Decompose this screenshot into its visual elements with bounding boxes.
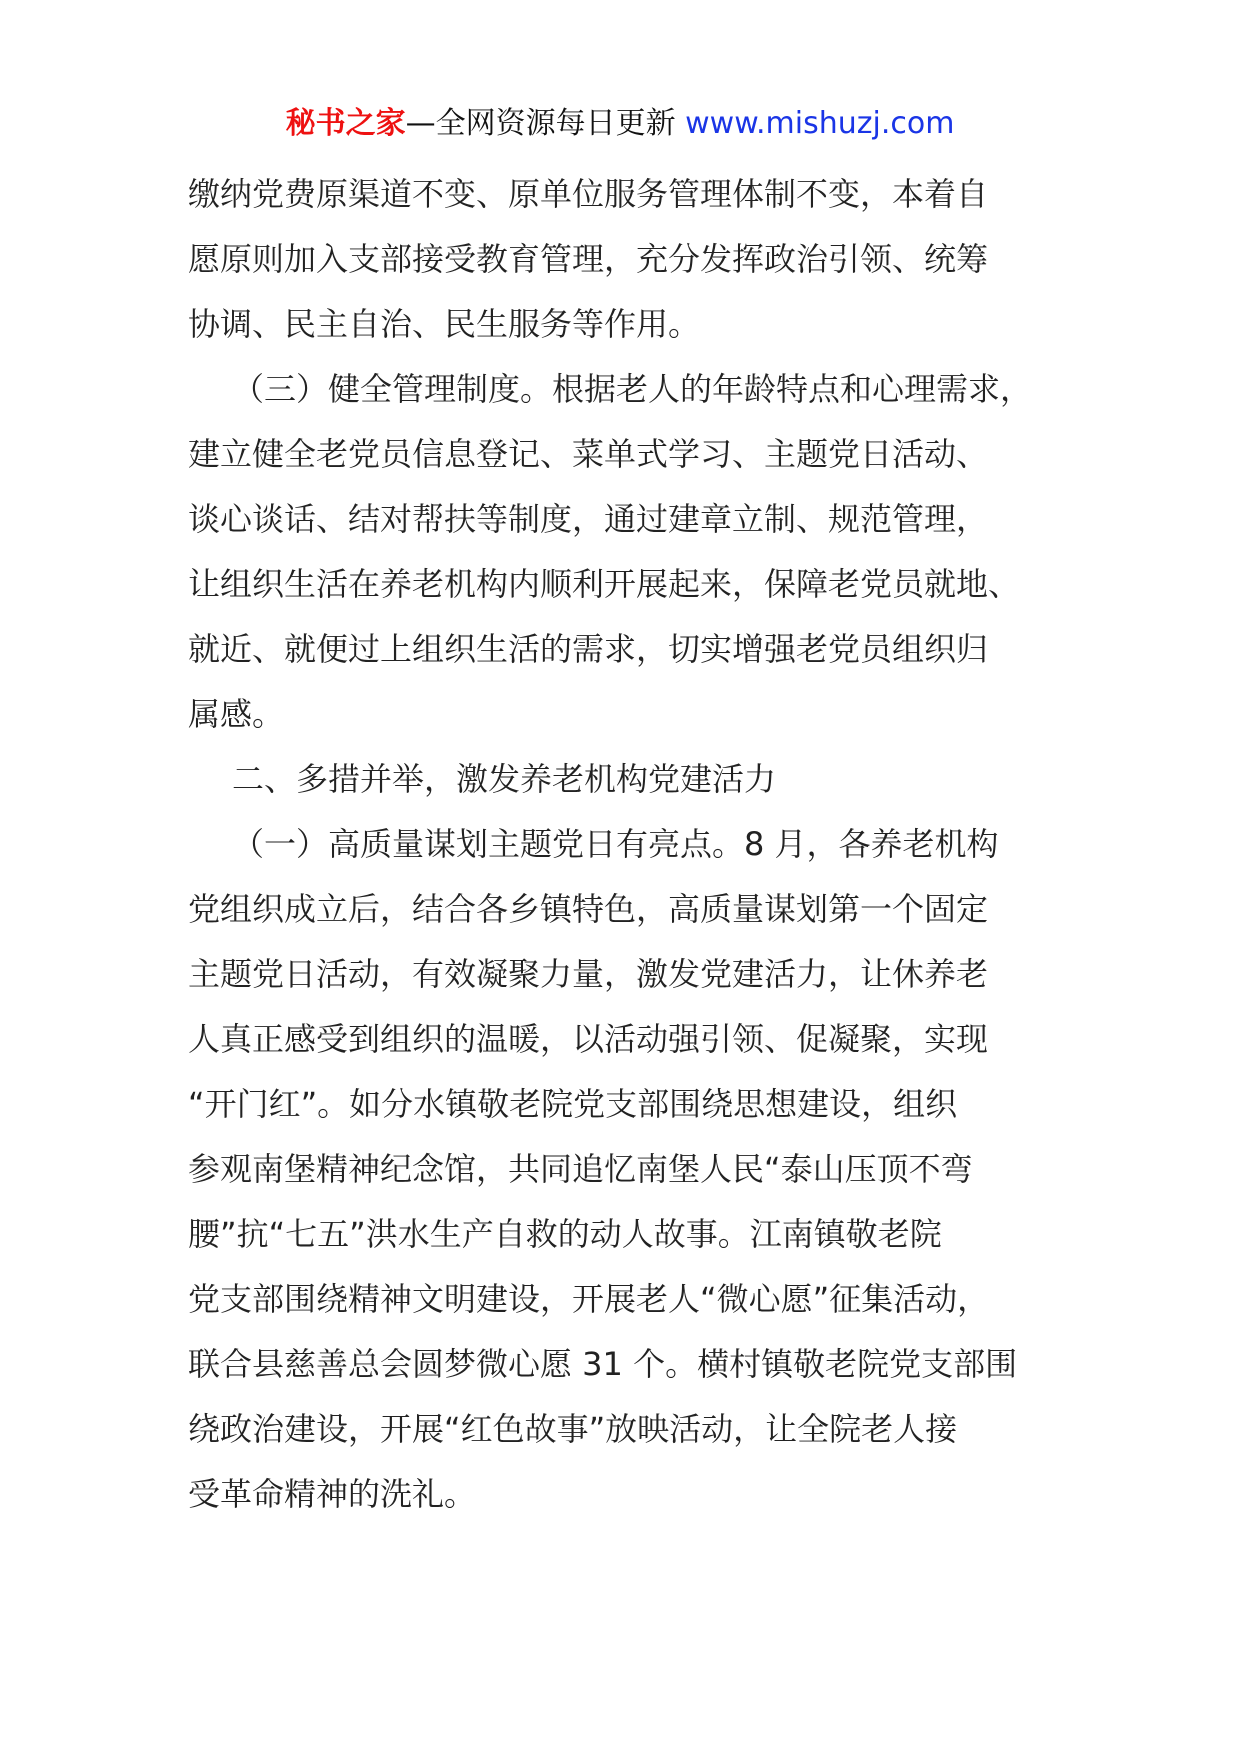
site-header [0, 104, 1240, 144]
paragraph-start: （三）健全管理制度。根据老人的年龄特点和心理需求， [232, 370, 1033, 408]
text-line: 绕政治建设，开展“红色故事”放映活动，让全院老人接 [188, 1410, 958, 1448]
text-line: 腰”抗“七五”洪水生产自救的动人故事。江南镇敬老院 [188, 1215, 942, 1253]
text-line: 属感。 [188, 695, 285, 733]
text-line: “开门红”。如分水镇敬老院党支部围绕思想建设，组织 [188, 1085, 958, 1123]
text-line: 受革命精神的洗礼。 [188, 1475, 477, 1513]
text-line: 党支部围绕精神文明建设，开展老人“微心愿”征集活动， [188, 1280, 990, 1318]
text-line: 参观南堡精神纪念馆，共同追忆南堡人民“泰山压顶不弯 [188, 1150, 973, 1188]
text-line: 建立健全老党员信息登记、菜单式学习、主题党日活动、 [188, 435, 989, 473]
paragraph-start: （一）高质量谋划主题党日有亮点。8 月，各养老机构 [232, 825, 999, 863]
text-line: 缴纳党费原渠道不变、原单位服务管理体制不变，本着自 [188, 175, 989, 213]
text-line: 让组织生活在养老机构内顺利开展起来，保障老党员就地、 [188, 565, 1021, 603]
text-line: 联合县慈善总会圆梦微心愿 31 个。横村镇敬老院党支部围 [188, 1345, 1018, 1383]
section-heading: 二、多措并举，激发养老机构党建活力 [232, 760, 777, 798]
text-line: 愿原则加入支部接受教育管理，充分发挥政治引领、统筹 [188, 240, 989, 278]
text-line: 谈心谈话、结对帮扶等制度，通过建章立制、规范管理， [188, 500, 989, 538]
text-line: 就近、就便过上组织生活的需求，切实增强老党员组织归 [188, 630, 989, 668]
text-line: 主题党日活动，有效凝聚力量，激发党建活力，让休养老 [188, 955, 989, 993]
brand-name: 秘书之家 [285, 106, 406, 141]
text-line: 协调、民主自治、民生服务等作用。 [188, 305, 701, 343]
document-body [188, 162, 1068, 1527]
header-tagline: —全网资源每日更新 [405, 106, 686, 141]
text-line: 人真正感受到组织的温暖，以活动强引领、促凝聚，实现 [188, 1020, 989, 1058]
site-url-link[interactable]: www.mishuzj.com [685, 106, 955, 141]
text-line: 党组织成立后，结合各乡镇特色，高质量谋划第一个固定 [188, 890, 989, 928]
